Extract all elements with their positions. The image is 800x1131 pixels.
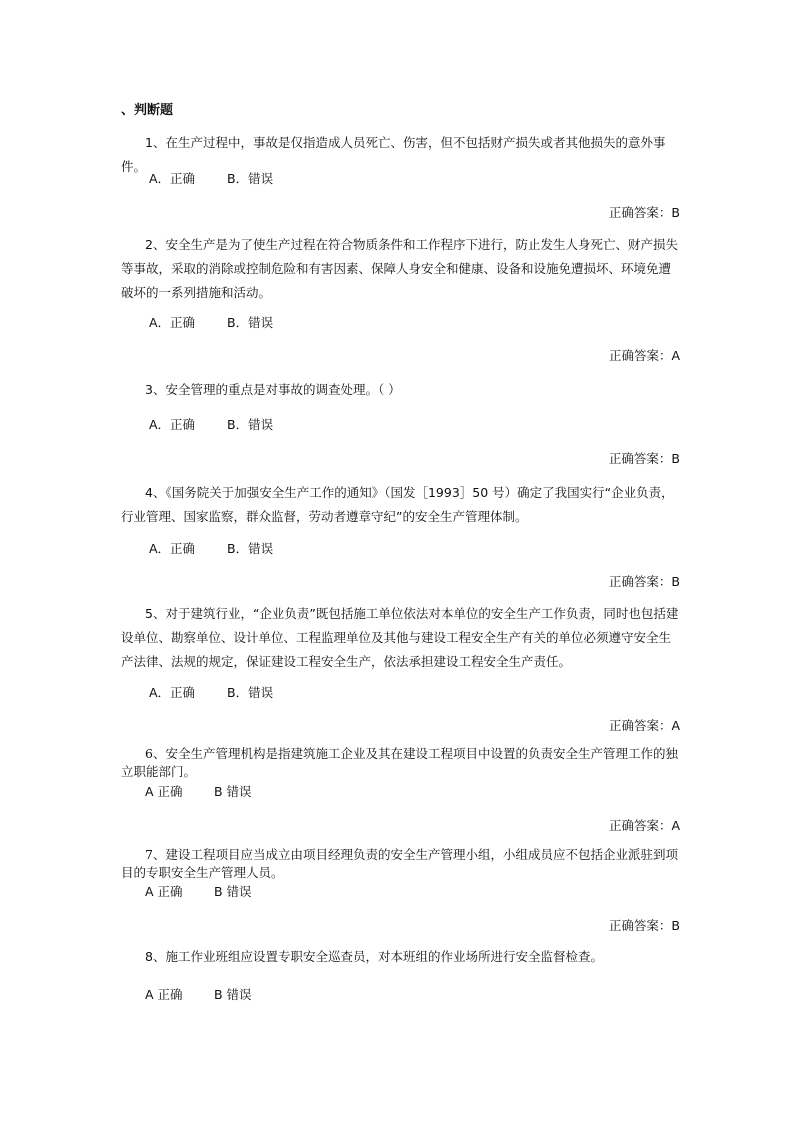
- question-1-text: 1、在生产过程中，事故是仅指造成人员死亡、伤害，但不包括财产损失或者其他损失的意外事件。: [121, 135, 666, 174]
- question-4-option-b: B．错误: [227, 541, 274, 556]
- question-5-option-b: B．错误: [227, 685, 274, 700]
- question-8-text: 8、施工作业班组应设置专职安全巡查员，对本班组的作业场所进行安全监督检查。: [145, 949, 603, 964]
- question-3-option-a: A．正确: [149, 417, 196, 432]
- question-5-answer: 正确答案：A: [608, 718, 680, 733]
- question-6-option-b: B 错误: [214, 784, 252, 799]
- question-7-text: 7、建设工程项目应当成立由项目经理负责的安全生产管理小组，小组成员应不包括企业派驻到项目的专职安全生产管理人员。: [121, 847, 678, 880]
- question-3-text: 3、安全管理的重点是对事故的调查处理。（ ）: [145, 382, 401, 397]
- question-1-option-a: A．正确: [149, 171, 196, 186]
- question-7-option-a: A 正确: [145, 884, 183, 899]
- question-4-answer: 正确答案：B: [608, 574, 680, 589]
- question-3-answer: 正确答案：B: [608, 451, 680, 466]
- question-7-option-b: B 错误: [214, 884, 252, 899]
- question-6-answer: 正确答案：A: [608, 818, 680, 833]
- question-2-answer: 正确答案：A: [608, 348, 680, 363]
- question-4-option-a: A．正确: [149, 541, 196, 556]
- question-2-text: 2、安全生产是为了使生产过程在符合物质条件和工作程序下进行，防止发生人身死亡、财产损失等事故，采取的消除或控制危险和有害因素、保障人身安全和健康、设备和设施免遭损坏、环境免遭破坏的一系列措施和活动。: [121, 237, 678, 300]
- section-heading: 、判断题: [121, 103, 174, 118]
- question-1-answer: 正确答案：B: [608, 205, 680, 220]
- question-8-option-a: A 正确: [145, 987, 183, 1002]
- question-8-option-b: B 错误: [214, 987, 252, 1002]
- question-1-option-b: B．错误: [227, 171, 274, 186]
- question-7-answer: 正确答案：B: [608, 918, 680, 933]
- question-6-text: 6、安全生产管理机构是指建筑施工企业及其在建设工程项目中设置的负责安全生产管理工作的独立职能部门。: [121, 746, 678, 779]
- question-4-text: 4、《国务院关于加强安全生产工作的通知》（国发［1993］50 号）确定了我国实行“企业负责，行业管理、国家监察，群众监督，劳动者遵章守纪”的安全生产管理体制。: [121, 485, 674, 524]
- question-2-option-b: B．错误: [227, 315, 274, 330]
- question-5-option-a: A．正确: [149, 685, 196, 700]
- question-6-option-a: A 正确: [145, 784, 183, 799]
- question-3-option-b: B．错误: [227, 417, 274, 432]
- question-2-option-a: A．正确: [149, 315, 196, 330]
- question-5-text: 5、对于建筑行业，“企业负责”既包括施工单位依法对本单位的安全生产工作负责，同时也包括建设单位、勘察单位、设计单位、工程监理单位及其他与建设工程安全生产有关的单位必须遵守安全生产法律、法规的规定，保证建设工程安全生产，依法承担建设工程安全生产责任。: [121, 606, 679, 669]
